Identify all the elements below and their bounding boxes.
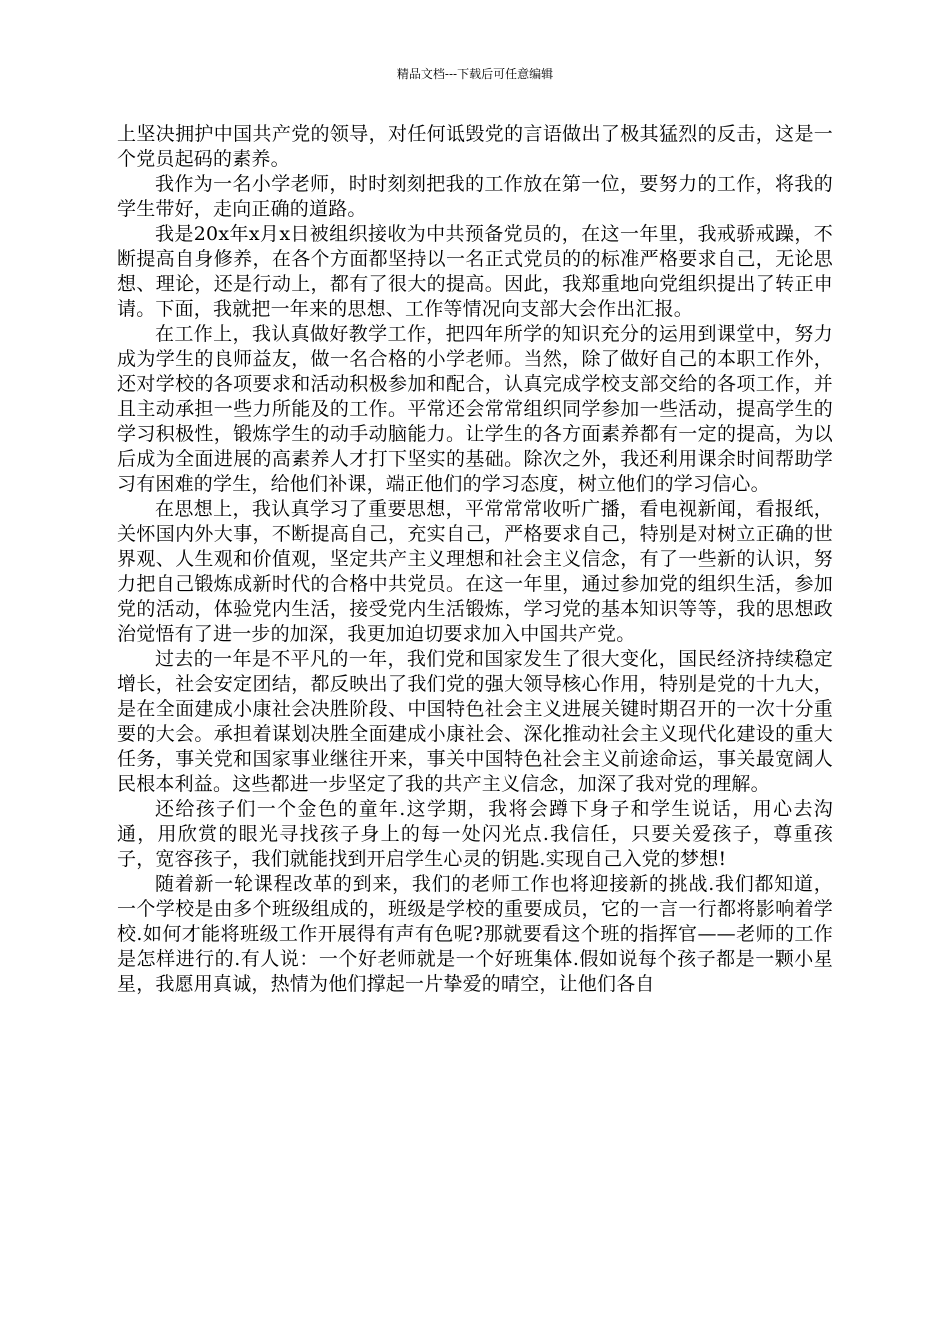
paragraph-4: 在工作上，我认真做好教学工作，把四年所学的知识充分的运用到课堂中，努力成为学生的良师益友，做一名合格的小学老师。当然，除了做好自己的本职工作外，还对学校的各项要求和活动积极参加和配合，认真完成学校支部交给的各项工作，并且主动承担一些力所能及的工作。平常还会常常组织同学参加一些活动，提高学生的学习积极性，锻炼学生的动手动脑能力。让学生的各方面素养都有一定的提高，为以后成为全面进展的高素养人才打下坚实的基础。除次之外，我还利用课余时间帮助学习有困难的学生，给他们补课，端正他们的学习态度，树立他们的学习信心。	[117, 323, 833, 495]
paragraph-6: 过去的一年是不平凡的一年，我们党和国家发生了很大变化，国民经济持续稳定增长，社会安定团结，都反映出了我们党的强大领导核心作用，特别是党的十九大，是在全面建成小康社会决胜阶段、中国特色社会主义进展关键时期召开的一次十分重要的大会。承担着谋划决胜全面建成小康社会、深化推动社会主义现代化建设的重大任务，事关党和国家事业继往开来，事关中国特色社会主义前途命运，事关最宽阔人民根本利益。这些都进一步坚定了我的共产主义信念，加深了我对党的理解。	[117, 648, 833, 795]
paragraph-2: 我作为一名小学老师，时时刻刻把我的工作放在第一位，要努力的工作，将我的学生带好，走向正确的道路。	[117, 173, 833, 220]
paragraph-1: 上坚决拥护中国共产党的领导，对任何诋毁党的言语做出了极其猛烈的反击，这是一个党员起码的素养。	[117, 123, 833, 170]
paragraph-7: 还给孩子们一个金色的童年.这学期，我将会蹲下身子和学生说话，用心去沟通，用欣赏的眼光寻找孩子身上的每一处闪光点.我信任，只要关爱孩子，尊重孩子，宽容孩子，我们就能找到开启学生心灵的钥匙.实现自己入党的梦想!	[117, 798, 833, 870]
paragraph-5: 在思想上，我认真学习了重要思想，平常常常收听广播，看电视新闻，看报纸，关怀国内外大事，不断提高自己，充实自己，严格要求自己，特别是对树立正确的世界观、人生观和价值观，坚定共产主义理想和社会主义信念，有了一些新的认识，努力把自己锻炼成新时代的合格中共党员。在这一年里，通过参加党的组织生活，参加党的活动，体验党内生活，接受党内生活锻炼，学习党的基本知识等等，我的思想政治觉悟有了进一步的加深，我更加迫切要求加入中国共产党。	[117, 498, 833, 645]
page-header: 精品文档---下载后可任意编辑	[396, 67, 554, 81]
document-body	[117, 122, 833, 997]
paragraph-3: 我是20x年x月x日被组织接收为中共预备党员的，在这一年里，我戒骄戒躁，不断提高自身修养，在各个方面都坚持以一名正式党员的的标准严格要求自己，无论思想、理论，还是行动上，都有了很大的提高。因此，我郑重地向党组织提出了转正申请。下面，我就把一年来的思想、工作等情况向支部大会作出汇报。	[117, 223, 833, 320]
paragraph-8: 随着新一轮课程改革的到来，我们的老师工作也将迎接新的挑战.我们都知道，一个学校是由多个班级组成的，班级是学校的重要成员，它的一言一行都将影响着学校.如何才能将班级工作开展得有声有色呢?那就要看这个班的指挥官——老师的工作是怎样进行的.有人说：一个好老师就是一个好班集体.假如说每个孩子都是一颗小星星，我愿用真诚，热情为他们撑起一片挚爱的晴空，让他们各自	[117, 873, 833, 995]
